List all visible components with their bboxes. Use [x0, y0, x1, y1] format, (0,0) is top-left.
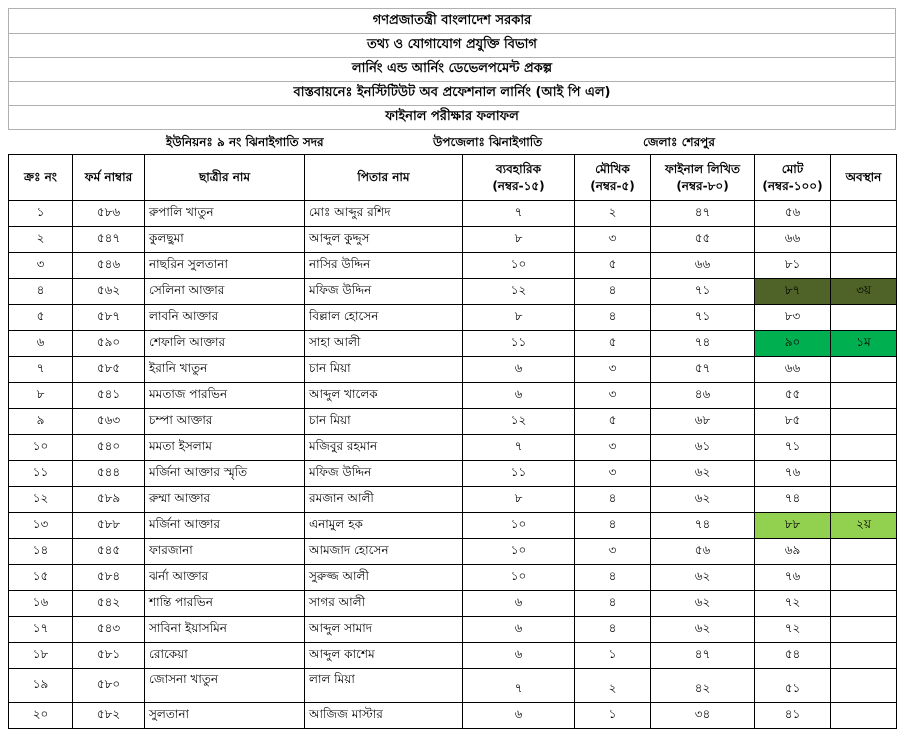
cell-form: ৫৪১	[73, 383, 145, 409]
cell-oral: ৩	[575, 383, 651, 409]
cell-form: ৫৪২	[73, 591, 145, 617]
cell-written: ৫৬	[651, 539, 755, 565]
cell-practical: ১২	[463, 279, 575, 305]
cell-oral: ২	[575, 669, 651, 703]
cell-serial: ১৯	[9, 669, 73, 703]
cell-written: ৬১	[651, 435, 755, 461]
cell-form: ৫৮৯	[73, 487, 145, 513]
cell-student: রুম্মা আক্তার	[145, 487, 305, 513]
cell-total: ৭২	[755, 617, 831, 643]
cell-position	[831, 617, 897, 643]
cell-serial: ৮	[9, 383, 73, 409]
col-total	[755, 155, 831, 201]
cell-father: আজিজ মাস্টার	[305, 703, 463, 729]
union-label: ইউনিয়নঃ ৯ নং ঝিনাইগাতি সদর	[166, 135, 324, 149]
cell-position	[831, 357, 897, 383]
col-form-number: ফর্ম নাম্বার	[73, 155, 145, 201]
table-row	[9, 279, 897, 305]
cell-oral: ৪	[575, 513, 651, 539]
cell-practical: ৮	[463, 305, 575, 331]
cell-total-highlight: ৮৮	[755, 513, 831, 539]
cell-student: সুলতানা	[145, 703, 305, 729]
cell-father: চান মিয়া	[305, 409, 463, 435]
cell-form: ৫৮৭	[73, 305, 145, 331]
col-father-name: পিতার নাম	[305, 155, 463, 201]
cell-written: ৫৭	[651, 357, 755, 383]
cell-student: রোকেয়া	[145, 643, 305, 669]
cell-written: ৪২	[651, 669, 755, 703]
cell-oral: ৩	[575, 539, 651, 565]
cell-written: ৬২	[651, 461, 755, 487]
cell-form: ৫৮৫	[73, 357, 145, 383]
cell-student: মর্জিনা আক্তার	[145, 513, 305, 539]
cell-oral: ৪	[575, 591, 651, 617]
table-row	[9, 461, 897, 487]
col-practical	[463, 155, 575, 201]
cell-position	[831, 539, 897, 565]
cell-position	[831, 461, 897, 487]
cell-written: ৬২	[651, 617, 755, 643]
table-row	[9, 331, 897, 357]
cell-student: সাবিনা ইয়াসমিন	[145, 617, 305, 643]
cell-oral: ৪	[575, 565, 651, 591]
table-row	[9, 617, 897, 643]
cell-practical: ৬	[463, 643, 575, 669]
cell-total: ৮১	[755, 253, 831, 279]
cell-practical: ১০	[463, 253, 575, 279]
cell-student: চম্পা আক্তার	[145, 409, 305, 435]
cell-written: ৬২	[651, 565, 755, 591]
cell-form: ৫৬৩	[73, 409, 145, 435]
cell-serial: ৩	[9, 253, 73, 279]
cell-position	[831, 383, 897, 409]
header-row	[9, 155, 897, 201]
upazila-label: উপজেলাঃ ঝিনাইগাতি	[433, 135, 543, 149]
cell-student: নাছরিন সুলতানা	[145, 253, 305, 279]
cell-student: জোসনা খাতুন	[145, 669, 305, 703]
table-row	[9, 539, 897, 565]
cell-written: ৪৭	[651, 643, 755, 669]
cell-father: মজিবুর রহমান	[305, 435, 463, 461]
cell-oral: ৪	[575, 305, 651, 331]
district-label: জেলাঃ শেরপুর	[643, 135, 715, 149]
cell-written: ৫৫	[651, 227, 755, 253]
cell-practical: ৬	[463, 383, 575, 409]
cell-serial: ৭	[9, 357, 73, 383]
cell-total: ৫১	[755, 669, 831, 703]
cell-position	[831, 435, 897, 461]
cell-written: ৭৪	[651, 331, 755, 357]
cell-form: ৫৮৮	[73, 513, 145, 539]
table-row	[9, 591, 897, 617]
cell-serial: ৪	[9, 279, 73, 305]
cell-father: আমজাদ হোসেন	[305, 539, 463, 565]
cell-oral: ১	[575, 703, 651, 729]
cell-position-highlight: ২য়	[831, 513, 897, 539]
col-practical-max: (নম্বর-১৫)	[492, 178, 545, 193]
col-oral	[575, 155, 651, 201]
table-row	[9, 487, 897, 513]
cell-practical: ১০	[463, 565, 575, 591]
cell-father: রমজান আলী	[305, 487, 463, 513]
cell-serial: ২	[9, 227, 73, 253]
table-row	[9, 409, 897, 435]
cell-position-highlight: ১ম	[831, 331, 897, 357]
table-row	[9, 703, 897, 729]
col-written	[651, 155, 755, 201]
cell-total: ৭২	[755, 591, 831, 617]
cell-father: লাল মিয়া	[305, 669, 463, 703]
cell-position-highlight: ৩য়	[831, 279, 897, 305]
cell-written: ৬৬	[651, 253, 755, 279]
cell-position	[831, 703, 897, 729]
cell-total: ৫৬	[755, 201, 831, 227]
cell-father: সাহা আলী	[305, 331, 463, 357]
cell-position	[831, 227, 897, 253]
cell-oral: ৫	[575, 409, 651, 435]
cell-form: ৫৯০	[73, 331, 145, 357]
cell-written: ৬২	[651, 591, 755, 617]
col-oral-max: (নম্বর-৫)	[590, 178, 635, 193]
cell-father: আব্দুল কাশেম	[305, 643, 463, 669]
cell-student: কুলছুমা	[145, 227, 305, 253]
cell-student: শান্তি পারভিন	[145, 591, 305, 617]
cell-student: ঝর্না আক্তার	[145, 565, 305, 591]
cell-practical: ১০	[463, 539, 575, 565]
cell-father: নাসির উদ্দিন	[305, 253, 463, 279]
division-title: তথ্য ও যোগাযোগ প্রযুক্তি বিভাগ	[8, 34, 896, 58]
cell-total: ৫৫	[755, 383, 831, 409]
cell-practical: ৬	[463, 357, 575, 383]
cell-student: মমতা ইসলাম	[145, 435, 305, 461]
cell-oral: ৩	[575, 227, 651, 253]
table-row	[9, 383, 897, 409]
cell-form: ৫৮৬	[73, 201, 145, 227]
cell-father: চান মিয়া	[305, 357, 463, 383]
cell-form: ৫৪০	[73, 435, 145, 461]
cell-form: ৫৪৪	[73, 461, 145, 487]
cell-total: ৮৩	[755, 305, 831, 331]
table-row	[9, 227, 897, 253]
cell-written: ৭১	[651, 279, 755, 305]
cell-practical: ৬	[463, 591, 575, 617]
cell-student: ফারজানা	[145, 539, 305, 565]
results-table	[8, 154, 897, 729]
cell-serial: ১৬	[9, 591, 73, 617]
cell-written: ৬২	[651, 487, 755, 513]
cell-form: ৫৪৬	[73, 253, 145, 279]
cell-student: ইরানি খাতুন	[145, 357, 305, 383]
cell-serial: ১	[9, 201, 73, 227]
table-row	[9, 357, 897, 383]
cell-student: মর্জিনা আক্তার স্মৃতি	[145, 461, 305, 487]
cell-practical: ১২	[463, 409, 575, 435]
cell-father: এনামুল হক	[305, 513, 463, 539]
cell-serial: ১৭	[9, 617, 73, 643]
table-row	[9, 669, 897, 703]
cell-father: আব্দুল খালেক	[305, 383, 463, 409]
cell-form: ৫৬২	[73, 279, 145, 305]
cell-father: আব্দুল সামাদ	[305, 617, 463, 643]
cell-position	[831, 253, 897, 279]
cell-father: সাগর আলী	[305, 591, 463, 617]
cell-form: ৫৮৪	[73, 565, 145, 591]
table-row	[9, 305, 897, 331]
location-info	[8, 130, 896, 154]
cell-oral: ২	[575, 201, 651, 227]
cell-student: রুপালি খাতুন	[145, 201, 305, 227]
cell-form: ৫৮১	[73, 643, 145, 669]
cell-student: লাবনি আক্তার	[145, 305, 305, 331]
cell-practical: ৭	[463, 669, 575, 703]
cell-father: আব্দুল কুদ্দুস	[305, 227, 463, 253]
col-student-name: ছাত্রীর নাম	[145, 155, 305, 201]
table-row	[9, 513, 897, 539]
cell-total: ৭৬	[755, 565, 831, 591]
cell-student: মমতাজ পারভিন	[145, 383, 305, 409]
cell-position	[831, 487, 897, 513]
cell-serial: ১০	[9, 435, 73, 461]
cell-oral: ৩	[575, 461, 651, 487]
table-row	[9, 201, 897, 227]
cell-total: ৬৬	[755, 357, 831, 383]
table-row	[9, 643, 897, 669]
cell-oral: ১	[575, 643, 651, 669]
cell-practical: ১১	[463, 461, 575, 487]
cell-written: ৪৭	[651, 201, 755, 227]
cell-oral: ৩	[575, 357, 651, 383]
cell-student: শেফালি আক্তার	[145, 331, 305, 357]
col-total-title: মোট	[781, 161, 804, 176]
cell-practical: ৮	[463, 487, 575, 513]
col-practical-title: ব্যবহারিক	[495, 161, 542, 176]
cell-father: বিল্লাল হোসেন	[305, 305, 463, 331]
table-row	[9, 435, 897, 461]
cell-written: ৪৬	[651, 383, 755, 409]
cell-practical: ৬	[463, 703, 575, 729]
cell-position	[831, 643, 897, 669]
col-serial: ক্রঃ নং	[9, 155, 73, 201]
cell-form: ৫৮২	[73, 703, 145, 729]
col-position: অবস্থান	[831, 155, 897, 201]
cell-oral: ৫	[575, 331, 651, 357]
cell-written: ৬৮	[651, 409, 755, 435]
cell-form: ৫৮০	[73, 669, 145, 703]
cell-position	[831, 669, 897, 703]
cell-form: ৫৪৩	[73, 617, 145, 643]
cell-serial: ৬	[9, 331, 73, 357]
cell-position	[831, 591, 897, 617]
cell-oral: ৪	[575, 487, 651, 513]
cell-position	[831, 305, 897, 331]
implementer-title: বাস্তবায়নেঃ ইনস্টিটিউট অব প্রফেশনাল লার্নিং (আই পি এল)	[8, 82, 896, 106]
cell-father: মফিজ উদ্দিন	[305, 461, 463, 487]
cell-serial: ১৩	[9, 513, 73, 539]
cell-total: ৭১	[755, 435, 831, 461]
cell-total: ৭৪	[755, 487, 831, 513]
cell-serial: ১৮	[9, 643, 73, 669]
cell-oral: ৪	[575, 279, 651, 305]
table-row	[9, 253, 897, 279]
cell-total: ৬৬	[755, 227, 831, 253]
cell-practical: ৭	[463, 201, 575, 227]
cell-father: সুরুজ্জ আলী	[305, 565, 463, 591]
cell-practical: ৬	[463, 617, 575, 643]
exam-title: ফাইনাল পরীক্ষার ফলাফল	[8, 106, 896, 130]
cell-serial: ১৪	[9, 539, 73, 565]
cell-serial: ১৫	[9, 565, 73, 591]
cell-total-highlight: ৮৭	[755, 279, 831, 305]
project-title: লার্নিং এন্ড আর্নিং ডেভেলপমেন্ট প্রকল্প	[8, 58, 896, 82]
cell-oral: ৪	[575, 617, 651, 643]
col-written-title: ফাইনাল লিখিত	[665, 161, 740, 176]
cell-practical: ৮	[463, 227, 575, 253]
cell-serial: ২০	[9, 703, 73, 729]
cell-father: মফিজ উদ্দিন	[305, 279, 463, 305]
cell-total-highlight: ৯০	[755, 331, 831, 357]
cell-practical: ১১	[463, 331, 575, 357]
col-total-max: (নম্বর-১০০)	[762, 178, 823, 193]
cell-serial: ১১	[9, 461, 73, 487]
cell-practical: ১০	[463, 513, 575, 539]
col-oral-title: মৌখিক	[595, 161, 630, 176]
government-title: গণপ্রজাতন্ত্রী বাংলাদেশ সরকার	[8, 8, 896, 34]
table-row	[9, 565, 897, 591]
cell-father: মোঃ আব্দুর রশিদ	[305, 201, 463, 227]
cell-serial: ৯	[9, 409, 73, 435]
cell-total: ৫৪	[755, 643, 831, 669]
cell-practical: ৭	[463, 435, 575, 461]
cell-written: ৩৪	[651, 703, 755, 729]
cell-serial: ৫	[9, 305, 73, 331]
cell-position	[831, 201, 897, 227]
col-written-max: (নম্বর-৮০)	[676, 178, 729, 193]
cell-position	[831, 409, 897, 435]
cell-oral: ৫	[575, 253, 651, 279]
cell-student: সেলিনা আক্তার	[145, 279, 305, 305]
cell-serial: ১২	[9, 487, 73, 513]
cell-total: ৪১	[755, 703, 831, 729]
cell-total: ৭৬	[755, 461, 831, 487]
cell-oral: ৩	[575, 435, 651, 461]
cell-written: ৭১	[651, 305, 755, 331]
cell-total: ৬৯	[755, 539, 831, 565]
cell-position	[831, 565, 897, 591]
cell-form: ৫৪৭	[73, 227, 145, 253]
cell-written: ৭৪	[651, 513, 755, 539]
results-body	[9, 201, 897, 729]
cell-total: ৮৫	[755, 409, 831, 435]
cell-form: ৫৪৫	[73, 539, 145, 565]
